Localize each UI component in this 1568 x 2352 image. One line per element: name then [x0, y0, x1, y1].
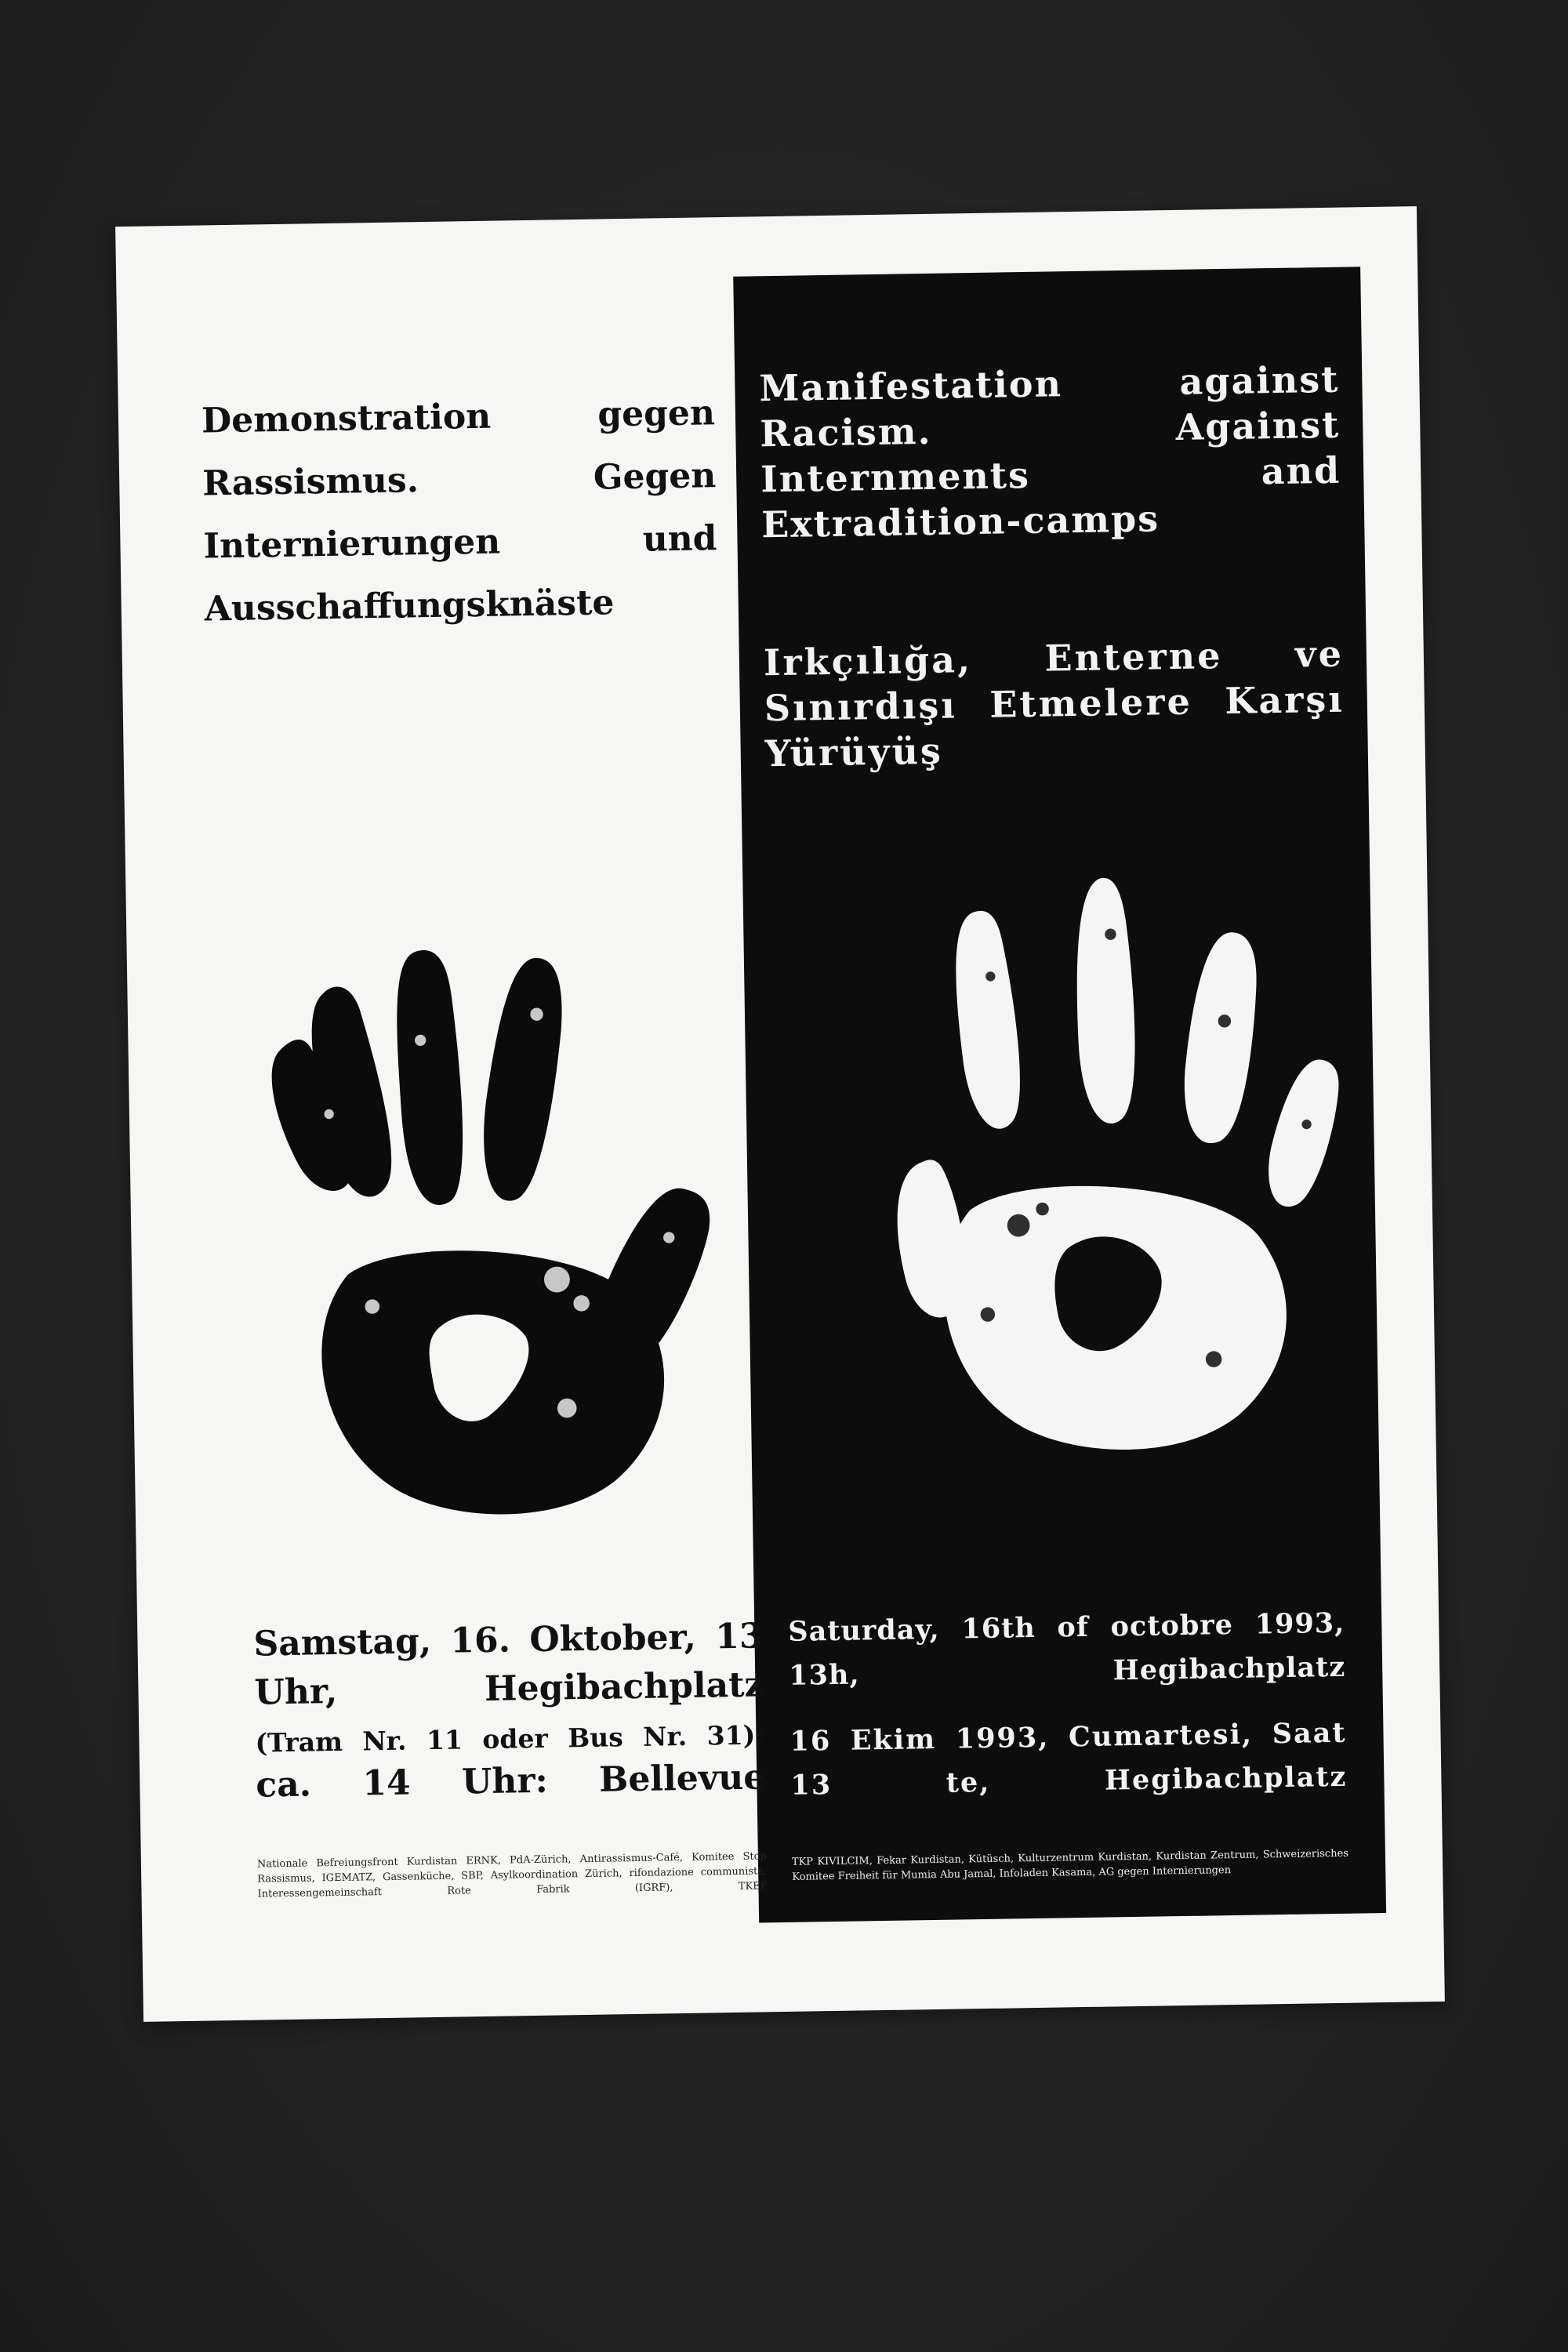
turkish-title: Irkçılığa, Enterne ve Sınırdışı Etmelere Karşı Yürüyüş — [763, 632, 1345, 775]
german-time-line: ca. 14 Uhr: Bellevue — [255, 1757, 766, 1806]
english-date-line: Saturday, 16th of octobre 1993, 13h, Hegibachplatz — [788, 1606, 1346, 1692]
german-transport-line: (Tram Nr. 11 oder Bus Nr. 31); — [255, 1719, 765, 1759]
german-organizers: Nationale Befreiungsfront Kurdistan ERNK, PdA-Zürich, Antirassismus-Café, Komitee Stop Rassismus, IGEMATZ, Gassenküche, SBP, Asylkoordination Zürich, rifondazione communista, Interessengemeinschaft Rote Fabrik (IGRF), TKEP — [256, 1850, 768, 1900]
poster-sheet — [115, 206, 1445, 2022]
turkish-date-line: 16 Ekim 1993, Cumartesi, Saat 13 te, Hegibachplatz — [789, 1716, 1348, 1802]
german-date-line: Samstag, 16. Oktober, 13 Uhr, Hegibachplatz — [253, 1616, 764, 1713]
right-organizers: TKP KIVILCIM, Fekar Kurdistan, Kütüsch, Kulturzentrum Kurdistan, Kurdistan Zentrum, Schweizerisches Komitee Freiheit für Mumia Abu Jamal, Infoladen Kasama, AG gegen Internierungen — [791, 1847, 1349, 1883]
black-handprint-icon — [244, 923, 739, 1542]
english-title: Manifestation against Racism. Against Internments and Extradition-camps — [759, 358, 1341, 546]
german-title: Demonstration gegen Rassismus. Gegen Internierungen und Ausschaffungsknäste — [201, 393, 717, 630]
white-handprint-icon — [866, 858, 1362, 1477]
